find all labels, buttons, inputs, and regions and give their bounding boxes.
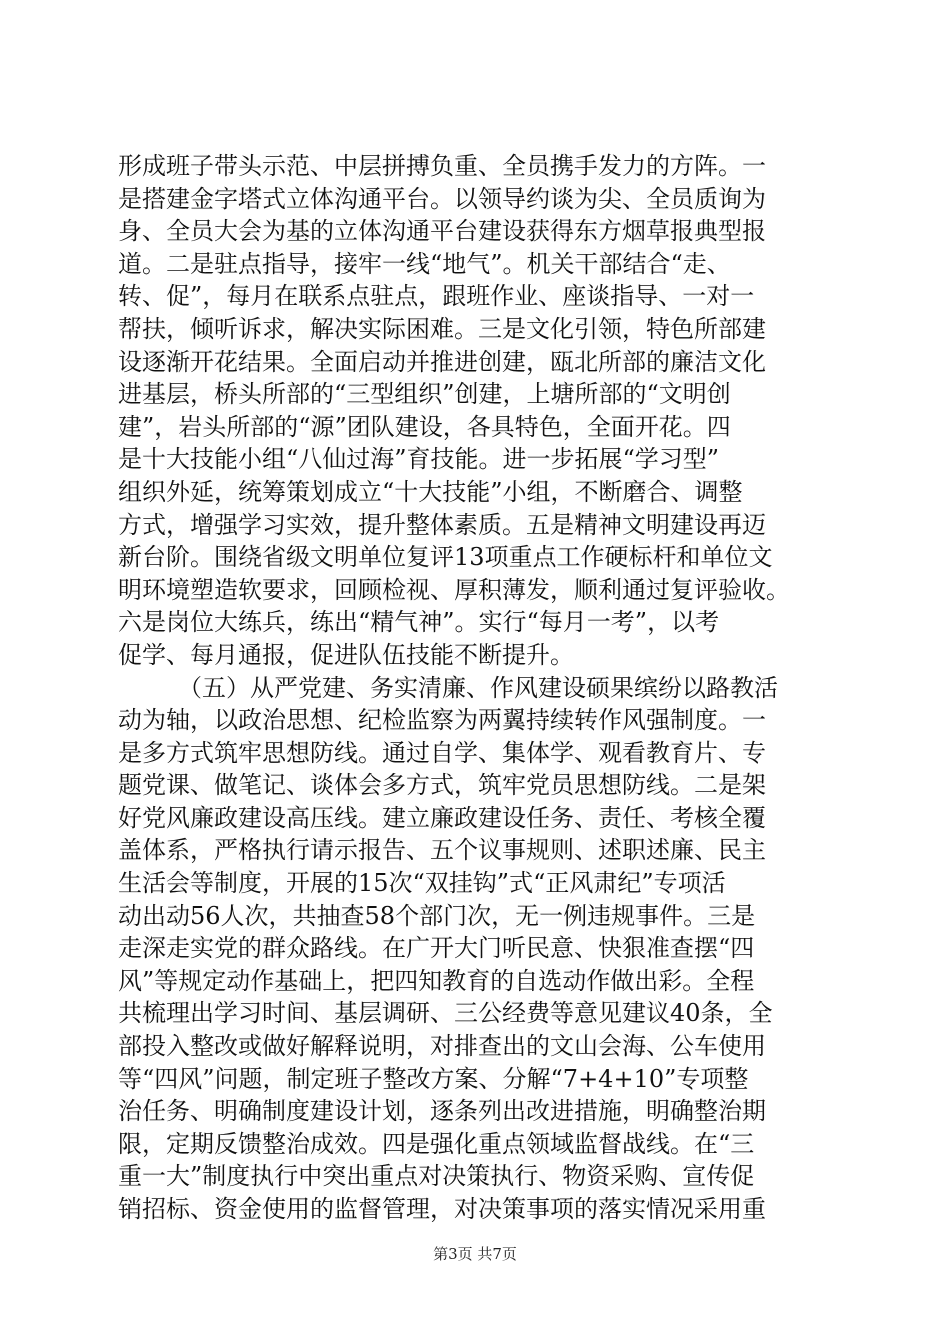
text-line: 共梳理出学习时间、基层调研、三公经费等意见建议40条，全 bbox=[118, 999, 773, 1028]
text-line: 好党风廉政建设高压线。建立廉政建设任务、责任、考核全覆 bbox=[118, 803, 766, 832]
text-line: 进基层，桥头所部的“三型组织”创建，上塘所部的“文明创 bbox=[118, 380, 731, 409]
text-line: 设逐渐开花结果。全面启动并推进创建，瓯北所部的廉洁文化 bbox=[118, 347, 766, 376]
section-heading-line: （五）从严党建、务实清廉、作风建设硕果缤纷以路教活 bbox=[178, 673, 778, 702]
page-number-footer: 第3页 共7页 bbox=[433, 1245, 517, 1263]
text-line: 转、促”，每月在联系点驻点，跟班作业、座谈指导、一对一 bbox=[118, 282, 755, 311]
text-line: 等“四风”问题，制定班子整改方案、分解“7+4+10”专项整 bbox=[118, 1064, 749, 1093]
text-line: 组织外延，统筹策划成立“十大技能”小组，不断磨合、调整 bbox=[118, 477, 743, 506]
text-line: 形成班子带头示范、中层拼搏负重、全员携手发力的方阵。一 bbox=[118, 152, 766, 180]
text-line: 道。二是驻点指导，接牢一线“地气”。机关干部结合“走、 bbox=[118, 249, 731, 278]
text-line: 建”，岩头所部的“源”团队建设，各具特色，全面开花。四 bbox=[118, 412, 731, 441]
text-line: 销招标、资金使用的监督管理，对决策事项的落实情况采用重 bbox=[118, 1195, 766, 1223]
text-line: 帮扶，倾听诉求，解决实际困难。三是文化引领，特色所部建 bbox=[118, 314, 766, 343]
text-line: 身、全员大会为基的立体沟通平台建设获得东方烟草报典型报 bbox=[118, 217, 766, 246]
text-line: 六是岗位大练兵，练出“精气神”。实行“每月一考”，以考 bbox=[118, 608, 720, 637]
text-line: 是十大技能小组“八仙过海”育技能。进一步拓展“学习型” bbox=[118, 445, 720, 474]
text-line: 风”等规定动作基础上，把四知教育的自选动作做出彩。全程 bbox=[118, 966, 755, 995]
text-line: 题党课、做笔记、谈体会多方式，筑牢党员思想防线。二是架 bbox=[118, 771, 766, 800]
text-line: 是搭建金字塔式立体沟通平台。以领导约谈为尖、全员质询为 bbox=[118, 184, 766, 213]
text-line: 促学、每月通报，促进队伍技能不断提升。 bbox=[118, 640, 574, 669]
text-line: 明环境塑造软要求，回顾检视、厚积薄发，顺利通过复评验收。 bbox=[118, 575, 790, 604]
text-line: 方式，增强学习实效，提升整体素质。五是精神文明建设再迈 bbox=[118, 510, 766, 539]
text-line: 重一大”制度执行中突出重点对决策执行、物资采购、宣传促 bbox=[118, 1162, 755, 1191]
text-line: 盖体系，严格执行请示报告、五个议事规则、述职述廉、民主 bbox=[118, 836, 766, 865]
text-line: 部投入整改或做好解释说明，对排查出的文山会海、公车使用 bbox=[118, 1032, 766, 1061]
text-line: 治任务、明确制度建设计划，逐条列出改进措施，明确整治期 bbox=[118, 1097, 766, 1126]
text-line: 限，定期反馈整治成效。四是强化重点领域监督战线。在“三 bbox=[118, 1129, 755, 1158]
document-body bbox=[118, 150, 832, 1226]
text-line: 生活会等制度，开展的15次“双挂钩”式“正风肃纪”专项活 bbox=[118, 869, 726, 898]
text-line: 新台阶。围绕省级文明单位复评13项重点工作硬标杆和单位文 bbox=[118, 543, 773, 572]
text-line: 走深走实党的群众路线。在广开大门听民意、快狠准查摆“四 bbox=[118, 934, 755, 963]
text-line: 是多方式筑牢思想防线。通过自学、集体学、观看教育片、专 bbox=[118, 738, 766, 767]
text-line: 动出动56人次，共抽查58个部门次，无一例违规事件。三是 bbox=[118, 901, 756, 930]
text-line: 动为轴，以政治思想、纪检监察为两翼持续转作风强制度。一 bbox=[118, 706, 766, 735]
